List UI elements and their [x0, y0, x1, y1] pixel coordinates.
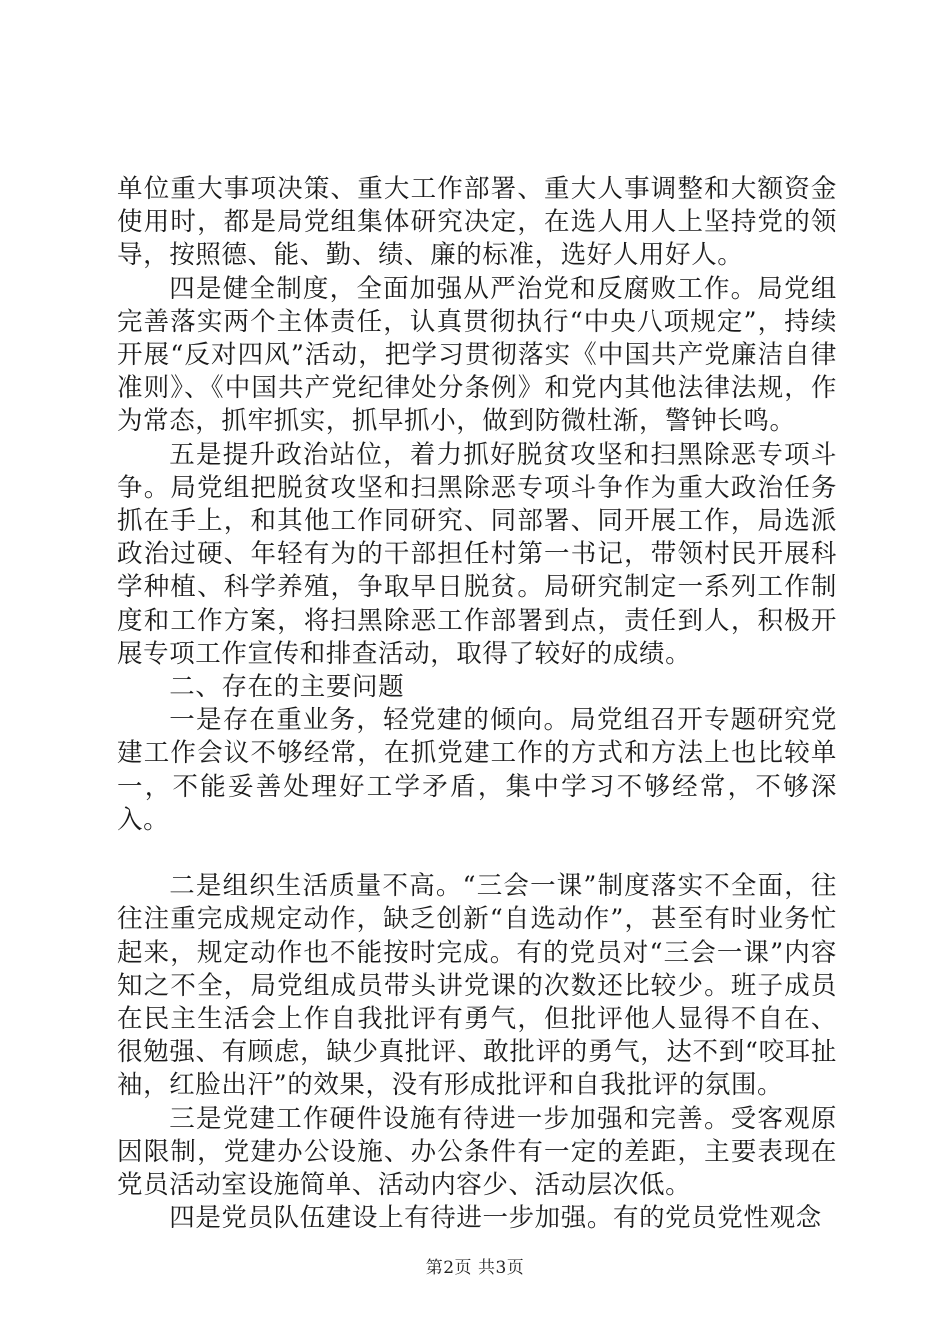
paragraph-problem-two: 二是组织生活质量不高。“三会一课”制度落实不全面，往往注重完成规定动作，缺乏创新“自选动作”，甚至有时业务忙起来，规定动作也不能按时完成。有的党员对“三会一课”内容知之不全，局党组成员带头讲党课的次数还比较少。班子成员在民主生活会上作自我批评有勇气，但批评他人显得不自在、很勉强、有顾虑，缺少真批评、敢批评的勇气，达不到“咬耳扯袖，红脸出汗”的效果，没有形成批评和自我批评的氛围。	[117, 871, 837, 1101]
paragraph-problem-four: 四是党员队伍建设上有待进一步加强。有的党员党性观念	[169, 1203, 822, 1234]
paragraph-continuation: 单位重大事项决策、重大工作部署、重大人事调整和大额资金使用时，都是局党组集体研究决定，在选人用人上坚持党的领导，按照德、能、勤、绩、廉的标准，选好人用好人。	[117, 174, 837, 271]
paragraph-problem-one: 一是存在重业务，轻党建的倾向。局党组召开专题研究党建工作会议不够经常，在抓党建工作的方式和方法上也比较单一，不能妥善处理好工学矛盾，集中学习不够经常，不够深入。	[117, 705, 837, 835]
paragraph-item-five: 五是提升政治站位，着力抓好脱贫攻坚和扫黑除恶专项斗争。局党组把脱贫攻坚和扫黑除恶专项斗争作为重大政治任务抓在手上，和其他工作同研究、同部署、同开展工作，局选派政治过硬、年轻有为的干部担任村第一书记，带领村民开展科学种植、科学养殖，争取早日脱贫。局研究制定一系列工作制度和工作方案，将扫黑除恶工作部署到点，责任到人，积极开展专项工作宣传和排查活动，取得了较好的成绩。	[117, 439, 837, 669]
paragraph-item-four: 四是健全制度，全面加强从严治党和反腐败工作。局党组完善落实两个主体责任，认真贯彻执行“中央八项规定”，持续开展“反对四风”活动，把学习贯彻落实《中国共产党廉洁自律准则》、《中国共产党纪律处分条例》和党内其他法律法规，作为常态，抓牢抓实，抓早抓小，做到防微杜渐，警钟长鸣。	[117, 273, 837, 437]
paragraph-problem-three: 三是党建工作硬件设施有待进一步加强和完善。受客观原因限制，党建办公设施、办公条件有一定的差距，主要表现在党员活动室设施简单、活动内容少、活动层次低。	[117, 1103, 837, 1201]
page-number-footer: 第2页 共3页	[425, 1258, 525, 1278]
document-body	[117, 173, 837, 1235]
section-heading-problems: 二、存在的主要问题	[169, 672, 405, 703]
paragraph-spacer	[117, 837, 837, 870]
